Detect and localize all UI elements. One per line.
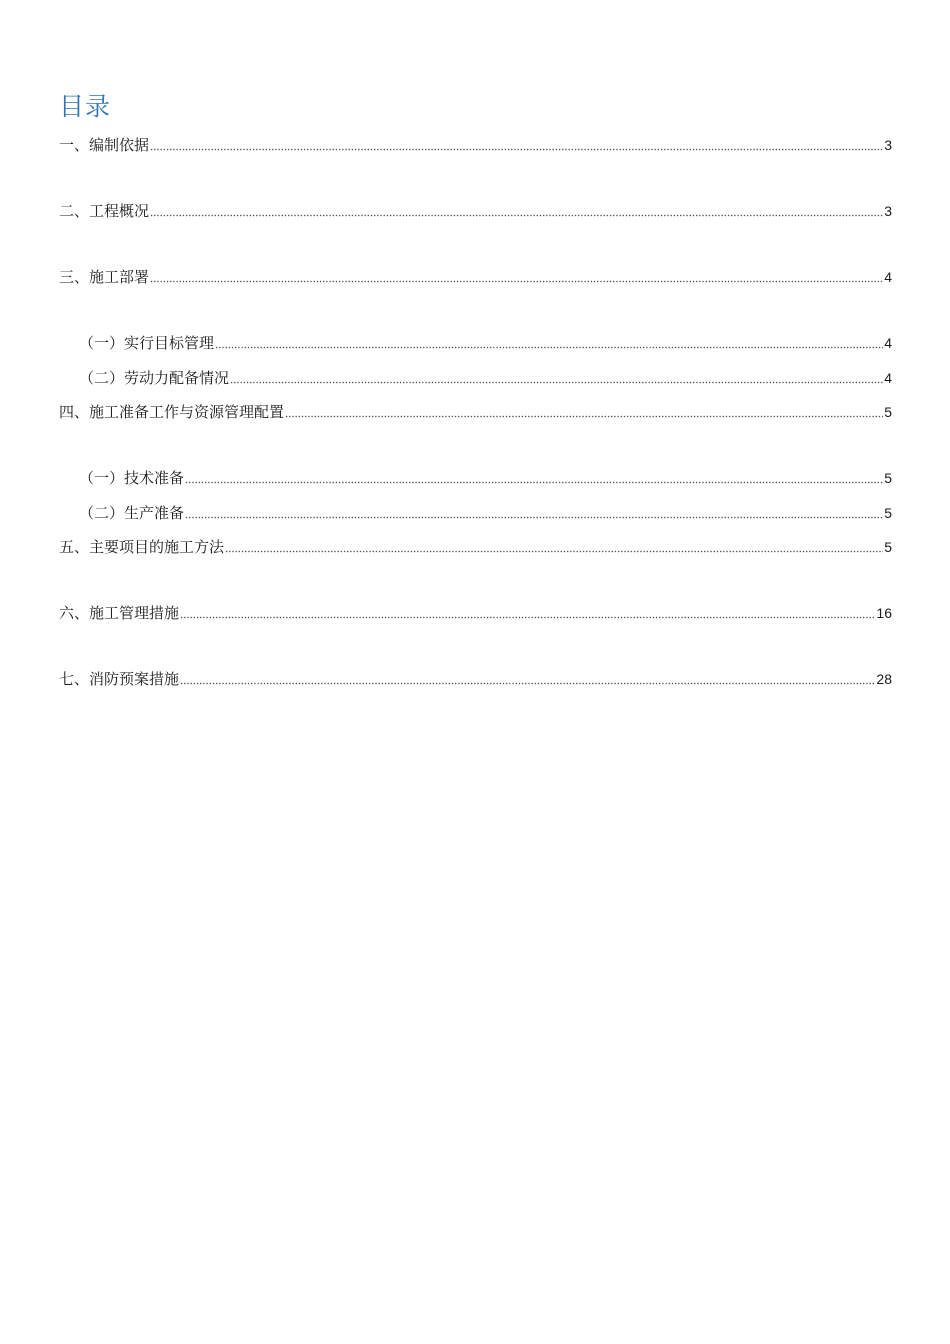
- toc-leader-dots: [285, 400, 883, 418]
- toc-leader-dots: [225, 535, 883, 553]
- toc-leader-dots: [180, 667, 875, 685]
- toc-entry-label: 三、施工部署: [59, 268, 150, 286]
- toc-entry-label: 六、施工管理措施: [59, 604, 180, 622]
- toc-leader-dots: [150, 133, 883, 151]
- toc-leader-dots: [215, 331, 883, 349]
- toc-page-number: 4: [884, 370, 892, 386]
- toc-page-number: 3: [884, 137, 892, 153]
- toc-page-number: 5: [884, 470, 892, 486]
- toc-page-number: 28: [876, 671, 892, 687]
- toc-entry-label: （一）实行目标管理: [79, 334, 215, 352]
- toc-entry-label: （二）生产准备: [79, 504, 185, 522]
- toc-entry[interactable]: [59, 266, 892, 286]
- toc-page-number: 5: [884, 505, 892, 521]
- toc-entry-label: 一、编制依据: [59, 136, 150, 154]
- toc-leader-dots: [150, 265, 883, 283]
- toc-page-number: 3: [884, 203, 892, 219]
- toc-entry[interactable]: [59, 200, 892, 220]
- toc-entry[interactable]: [59, 401, 892, 421]
- toc-leader-dots: [185, 501, 883, 519]
- toc-page-number: 4: [884, 269, 892, 285]
- toc-title: 目录: [59, 92, 112, 121]
- toc-entry-label: 二、工程概况: [59, 202, 150, 220]
- toc-entry[interactable]: [79, 367, 892, 387]
- toc-entry[interactable]: [59, 536, 892, 556]
- toc-entry[interactable]: [59, 602, 892, 622]
- toc-entry-label: 四、施工准备工作与资源管理配置: [59, 403, 285, 421]
- toc-entry[interactable]: [59, 668, 892, 688]
- toc-entry-label: （二）劳动力配备情况: [79, 369, 230, 387]
- toc-leader-dots: [150, 199, 883, 217]
- toc-entry[interactable]: [79, 502, 892, 522]
- toc-entry[interactable]: [79, 332, 892, 352]
- toc-page-number: 16: [876, 605, 892, 621]
- toc-leader-dots: [230, 366, 883, 384]
- toc-entry-label: （一）技术准备: [79, 469, 185, 487]
- toc-entry-label: 五、主要项目的施工方法: [59, 538, 225, 556]
- toc-page-number: 4: [884, 335, 892, 351]
- toc-page-number: 5: [884, 539, 892, 555]
- toc-leader-dots: [180, 601, 875, 619]
- toc-leader-dots: [185, 466, 883, 484]
- toc-entry-label: 七、消防预案措施: [59, 670, 180, 688]
- toc-entry[interactable]: [79, 467, 892, 487]
- toc-entry[interactable]: [59, 134, 892, 154]
- toc-page-number: 5: [884, 404, 892, 420]
